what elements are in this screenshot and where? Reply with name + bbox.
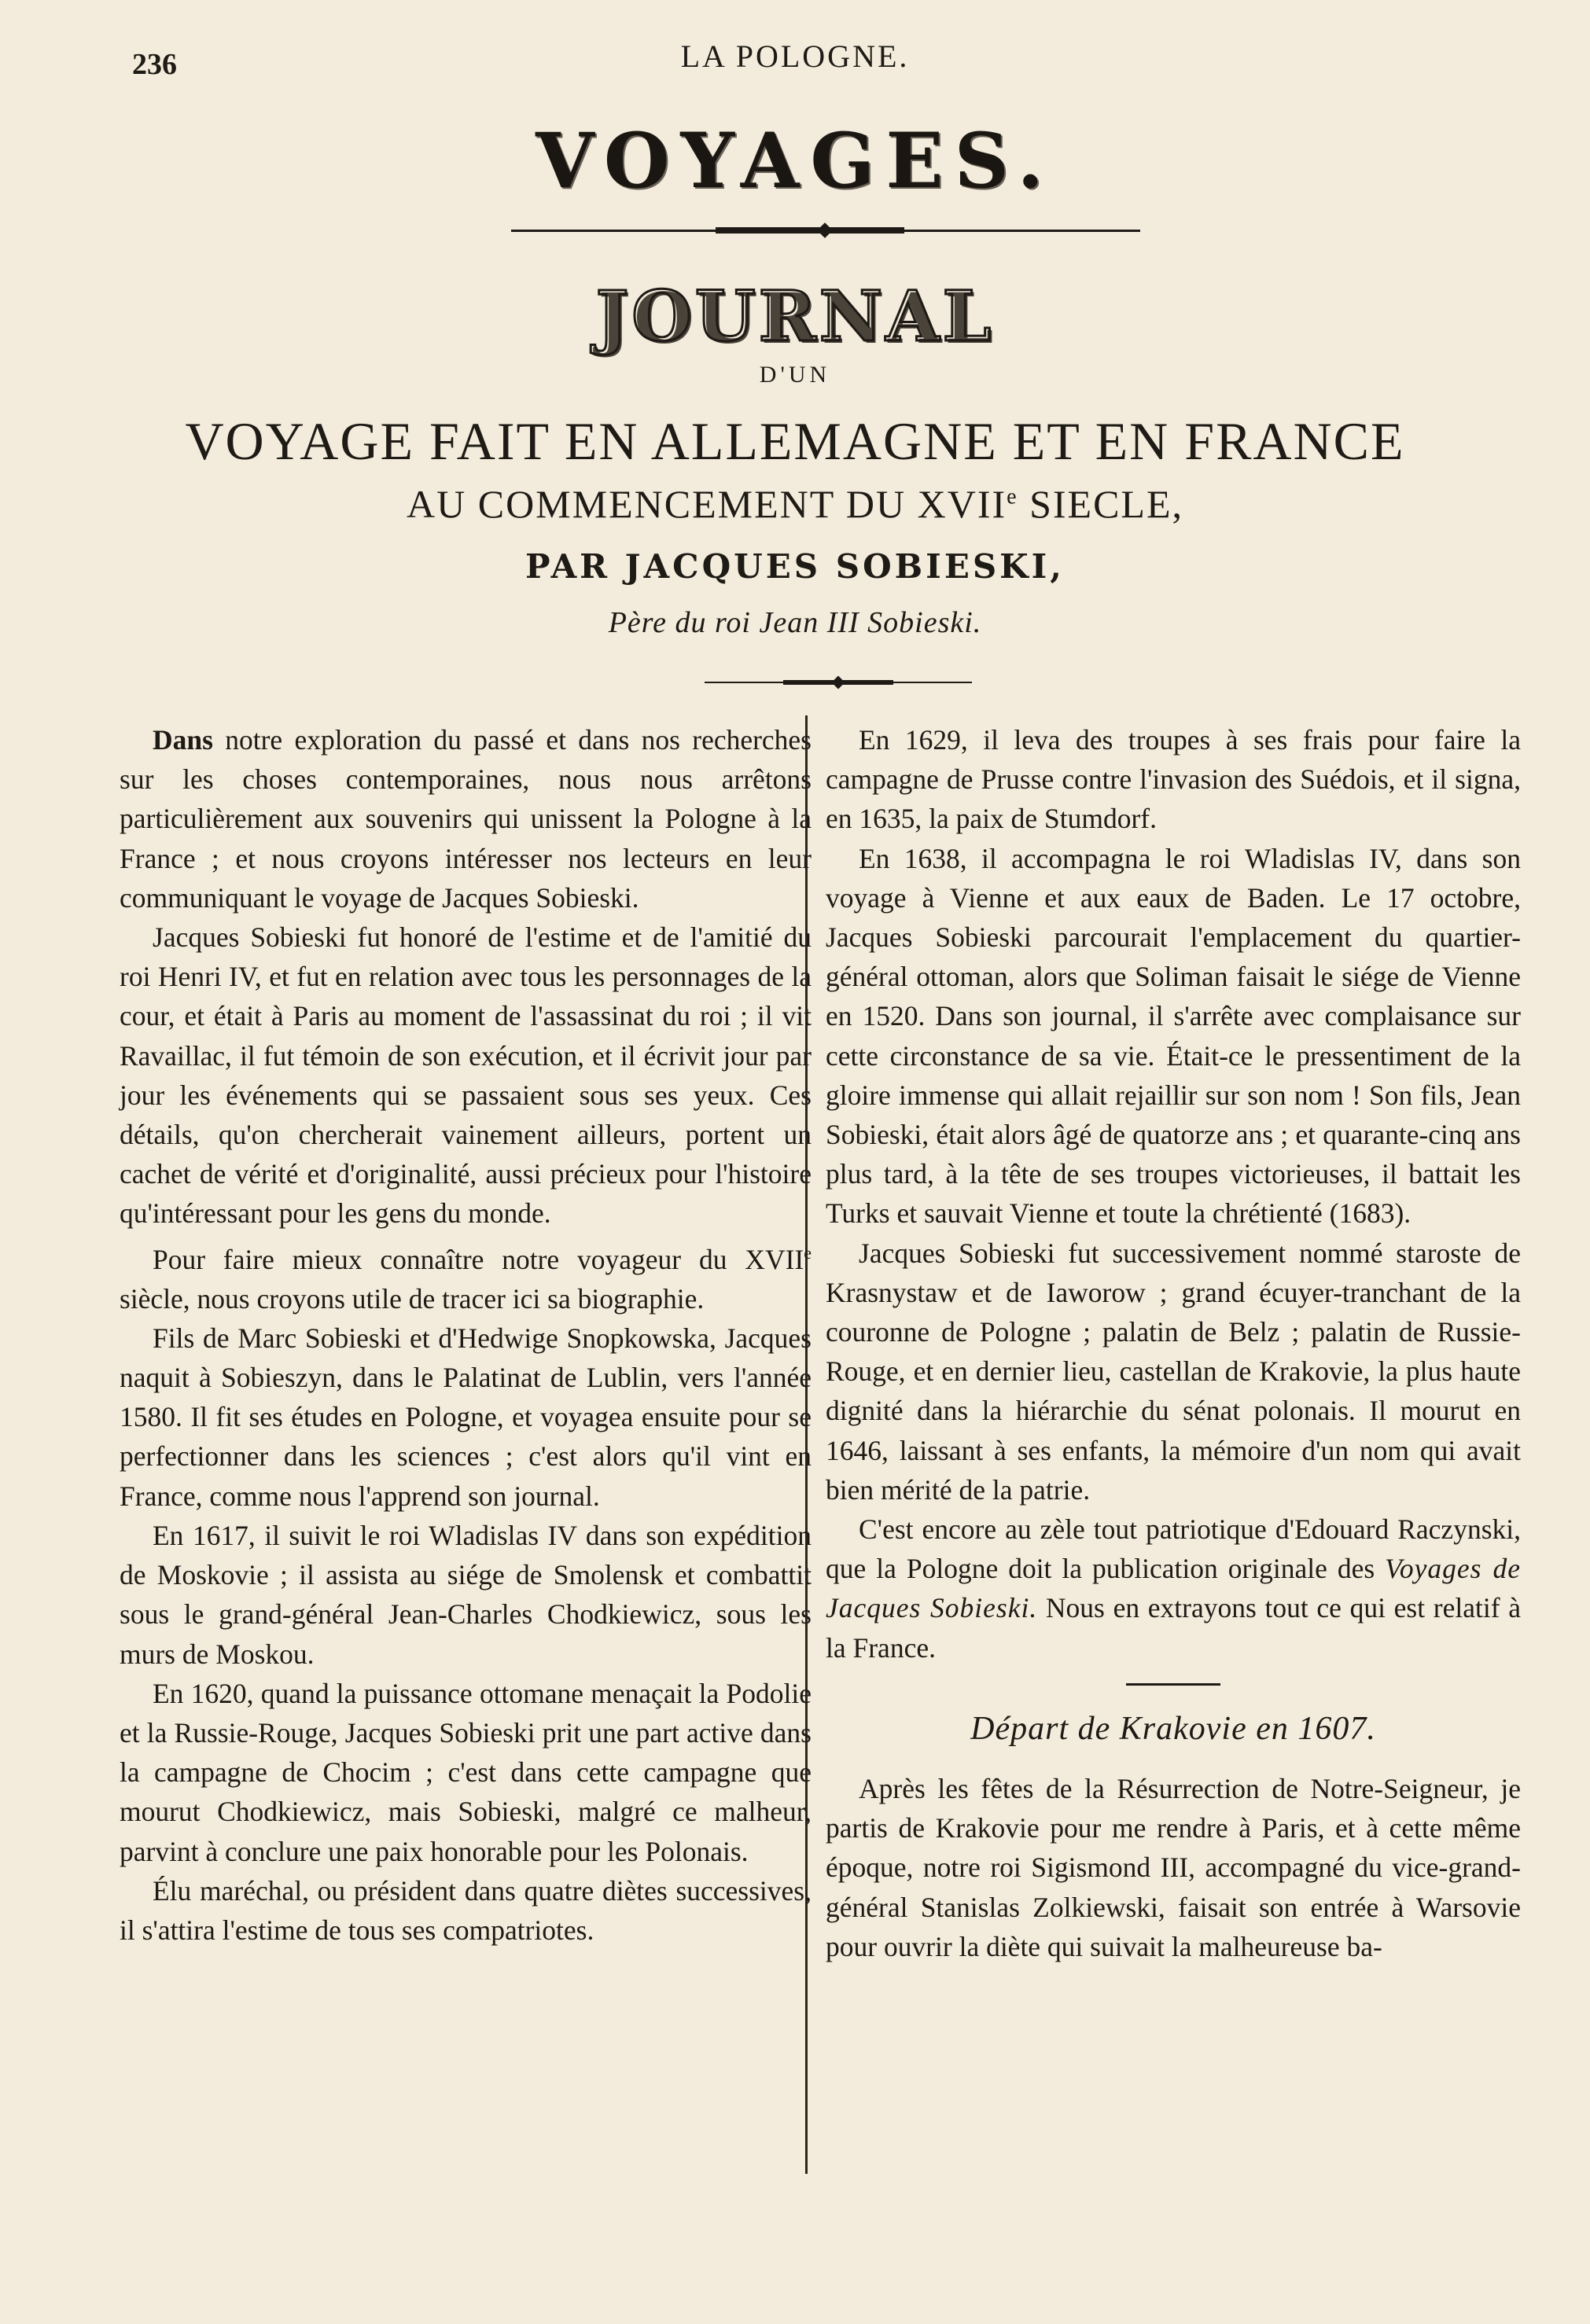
left-column	[120, 720, 812, 1950]
paragraph: En 1629, il leva des troupes à ses frais pour faire la campagne de Prusse contre l'invasion des Suédois, et il signa, en 1635, la paix de Stumdorf.	[826, 724, 1521, 835]
paragraph: Élu maréchal, ou président dans quatre diètes successives, il s'attira l'estime de tous ses compatriotes.	[120, 1874, 812, 1946]
paragraph: Après les fêtes de la Résurrection de Notre-Seigneur, je partis de Krakovie pour me rendre à Paris, et à cette même époque, notre roi Sigismond III, accompagné du vice-grand-général Stanislas Zolkiewski, faisait son entrée à Warsovie pour ouvrir la diète qui suivait la malheureuse ba-	[826, 1773, 1521, 1962]
main-title: VOYAGE FAIT EN ALLEMAGNE ET EN FRANCE	[185, 411, 1405, 471]
italic-title: Voyages de Jacques Sobieski.	[826, 1553, 1521, 1624]
running-title: LA POLOGNE.	[680, 39, 910, 74]
paragraph: En 1617, il suivit le roi Wladislas IV dans son expédition de Moskovie ; il assista au siége de Smolensk et combattit sous le grand-général Jean-Charles Chodkiewicz, sous les murs de Moskou.	[120, 1519, 812, 1670]
paragraph: Pour faire mieux connaître notre voyageur du XVIIe siècle, nous croyons utile de tracer ici sa biographie.	[120, 1242, 812, 1315]
author-line: PAR JACQUES SOBIESKI,	[525, 547, 1065, 586]
paragraph: C'est encore au zèle tout patriotique d'Edouard Raczynski, que la Pologne doit la publication originale des Voyages de Jacques Sobieski. Nous en extrayons tout ce qui est relatif à la France.	[826, 1513, 1522, 1664]
short-rule	[1126, 1683, 1220, 1686]
page-number: 236	[132, 48, 177, 81]
paragraph: En 1620, quand la puissance ottomane menaçait la Podolie et la Russie-Rouge, Jacques Sobieski prit une part active dans la campagne de Chocim ; c'est dans cette campagne que mourut Chodkiewicz, mais Sobieski, malgré ce malheur, parvint à conclure une paix honorable pour les Polonais.	[120, 1677, 812, 1867]
drop-cap: Dans	[153, 724, 213, 756]
paragraph: Fils de Marc Sobieski et d'Hedwige Snopkowska, Jacques naquit à Sobieszyn, dans le Palatinat de Lublin, vers l'année 1580. Il fit ses études en Pologne, et voyagea ensuite pour se perfectionner dans les sciences ; c'est alors qu'il vint en France, comme nous l'apprend son journal.	[120, 1322, 812, 1512]
paragraph: Jacques Sobieski fut honoré de l'estime et de l'amitié du roi Henri IV, et fut en relation avec tous les personnages de la cour, et était à Paris au moment de l'assassinat du roi ; il vit Ravaillac, il fut témoin de son exécution, et il écrivit jour par jour les événements qui se passaient sous ses yeux. Ces détails, qu'on chercherait vainement ailleurs, portent un cachet de vérité et d'originalité, aussi précieux pour l'histoire qu'intéressant pour les gens du monde.	[120, 921, 812, 1230]
ornamental-rule-top	[511, 225, 1140, 236]
title-dun: D'UN	[759, 362, 831, 388]
right-column	[826, 720, 1521, 1966]
section-title: VOYAGES.	[536, 116, 1054, 205]
ornamental-rule-small	[705, 678, 972, 687]
paragraph: En 1638, il accompagna le roi Wladislas IV, dans son voyage à Vienne et aux eaux de Baden. Le 17 octobre, Jacques Sobieski parcourait l'emplacement du quartier-général ottoman, alors que Soliman faisait le siége de Vienne en 1520. Dans son journal, il s'arrête avec complaisance sur cette circonstance de sa vie. Était-ce le pressentiment de la gloire immense qui allait rejaillir sur son nom ! Son fils, Jean Sobieski, était alors âgé de quatorze ans ; et quarante-cinq ans plus tard, à la tête de ses troupes victorieuses, il battait les Turks et sauvait Vienne et toute la chrétienté (1683).	[826, 842, 1521, 1230]
paragraph: Dans notre exploration du passé et dans nos recherches sur les choses contemporaines, nous nous arrêtons particulièrement aux souvenirs qui unissent la Pologne à la France ; et nous croyons intéresser nos lecteurs en leur communiquant le voyage de Jacques Sobieski.	[120, 724, 812, 914]
journal-title: JOURNAL	[595, 275, 995, 357]
sub-title: AU COMMENCEMENT DU XVIIe SIECLE,	[407, 482, 1183, 526]
dedication-line: Père du roi Jean III Sobieski.	[608, 606, 982, 639]
paragraph: Jacques Sobieski fut successivement nommé staroste de Krasnystaw et de Iaworow ; grand écuyer-tranchant de la couronne de Pologne ; palatin de Belz ; palatin de Russie-Rouge, et en dernier lieu, castellan de Krakovie, la plus haute dignité dans la hiérarchie du sénat polonais. Il mourut en 1646, laissant à ses enfants, la mémoire d'un nom qui avait bien mérité de la patrie.	[826, 1237, 1521, 1506]
subsection-heading: Départ de Krakovie en 1607.	[970, 1710, 1376, 1747]
